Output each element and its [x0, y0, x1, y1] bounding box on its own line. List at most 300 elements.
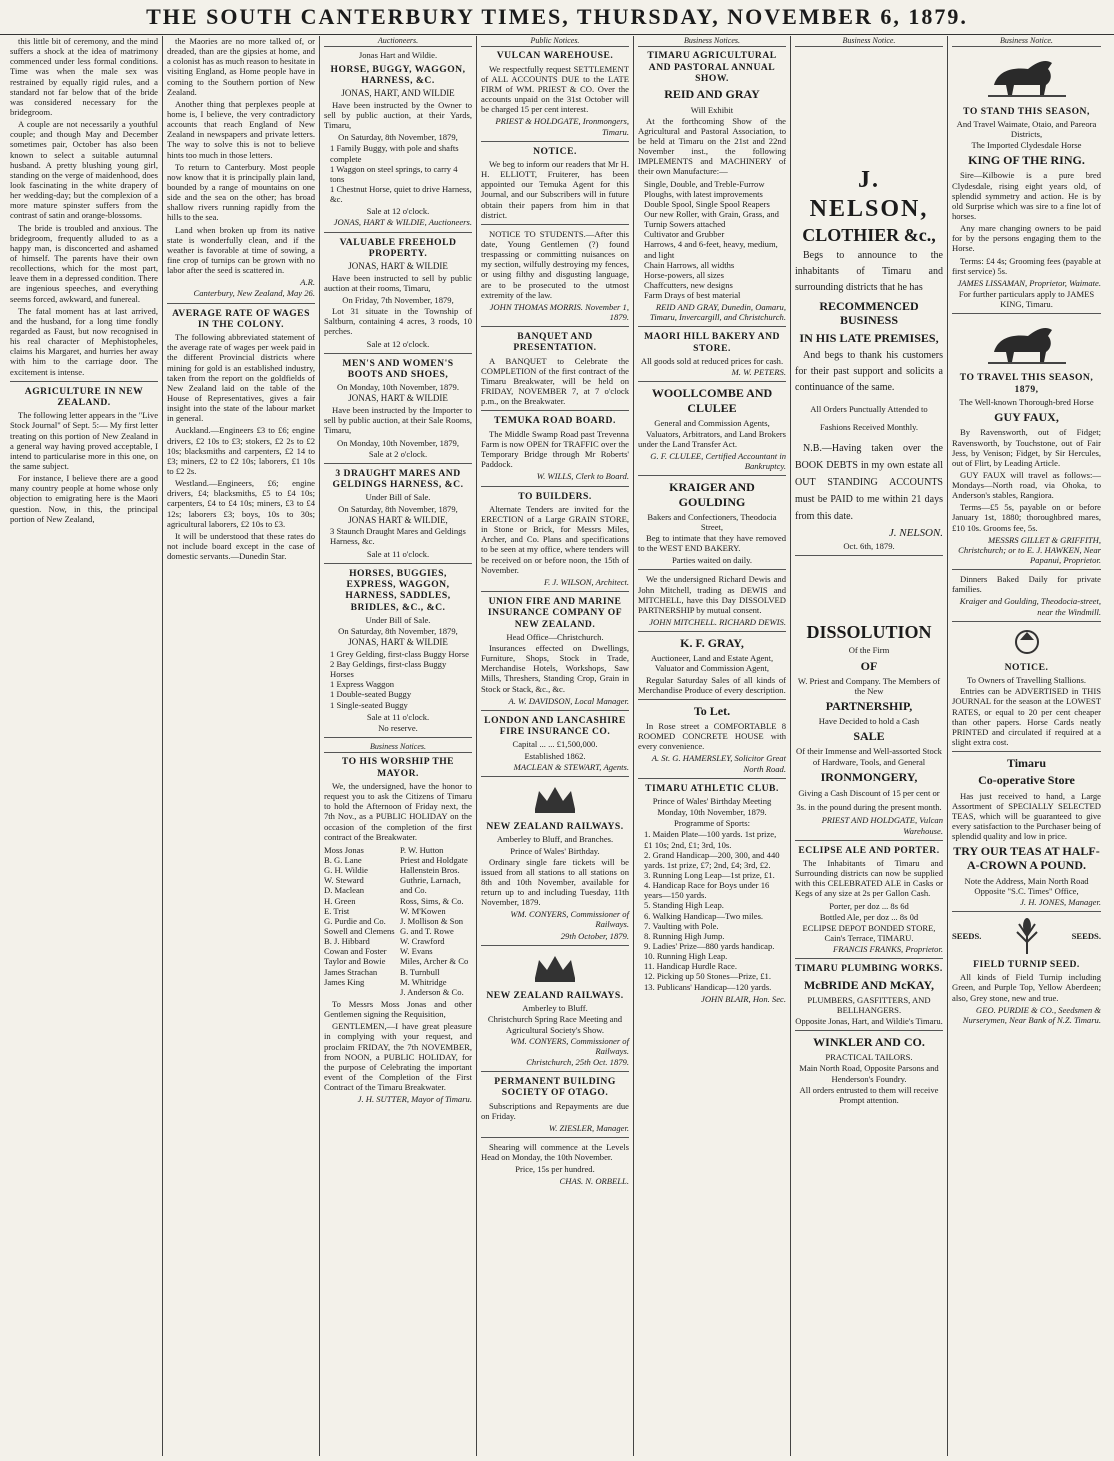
signatory: Sowell and Clemens: [324, 926, 395, 937]
ad-firm-trade: CLOTHIER &c.,: [802, 225, 936, 246]
ad-body: We the undersigned Richard Dewis and John Mitchell, trading as DEWIS and MITCHELL, have this Day DISSOLVED PARTNERSHIP by mutual consent.: [638, 574, 786, 615]
ad-title: MAORI HILL BAKERY AND STORE.: [644, 331, 780, 354]
ad-body: Entries can be ADVERTISED in THIS JOURNAL for the season at the LOWEST RATES, or equal to 20 per cent cheaper than other papers. Horse Cards neatly PRINTED and circulated if required at a slight extra cost.: [952, 686, 1101, 748]
ad-subhead: Head Office—Christchurch.: [506, 631, 604, 642]
divider: [481, 710, 629, 711]
signatory: Moss Jonas: [324, 844, 364, 855]
divider: [795, 555, 943, 556]
ad-capital: Capital ... ... £1,500,000.: [512, 739, 598, 750]
horse-icon: [952, 51, 1101, 101]
signatory: W. Crawford: [400, 936, 445, 947]
divider: [481, 486, 629, 487]
divider: [952, 569, 1101, 570]
ad-body: A BANQUET to Celebrate the COMPLETION of the first contract of the Timaru Breakwater, will be held on FRIDAY, NOVEMBER 7, at 7 o'clock p.m., on the Breakwater.: [481, 355, 629, 407]
royal-crest-icon: [952, 626, 1101, 658]
ad-sale-time: Sale at 12 o'clock.: [366, 338, 430, 349]
ad-sale-time: Sale at 2 o'clock.: [368, 448, 428, 459]
divider: [795, 958, 943, 959]
ad-title: ECLIPSE ALE AND PORTER.: [798, 844, 940, 856]
ad-firm: WINKLER AND CO.: [813, 1035, 925, 1050]
ad-body: GUY FAUX will travel as follows:— Mondays—North road, via Ohoka, to Anderson's stables, Rangiora.: [952, 469, 1101, 501]
ad-item: 6. Walking Handicap—Two miles.: [644, 910, 764, 921]
ad-date: On Friday, 7th November, 1879,: [342, 295, 454, 306]
ad-firm: JONAS, HART & WILDIE: [348, 393, 448, 404]
article-paragraph: The bride is troubled and anxious. The bridegroom, frequently alluded to as a happy man, is disconcerted and ashamed of himself. The parents have their own recollections, which for the most part, leave them in a depressed condition. There are ingenious speeches, and everything seems forced, awkward, and funereal.: [10, 222, 158, 304]
ad-signature: PRIEST & HOLDGATE, Ironmongers, Timaru.: [495, 116, 629, 137]
ad-subhead: To Owners of Travelling Stallions.: [967, 675, 1086, 686]
ad-title: Co-operative Store: [978, 773, 1075, 788]
ad-item: 1 Grey Gelding, first-class Buggy Horse: [330, 648, 469, 659]
ad-date: On Saturday, 8th November, 1879,: [338, 503, 458, 514]
ad-item: 3 Staunch Draught Mares and Geldings: [330, 526, 466, 537]
ad-title: TO TRAVEL THIS SEASON, 1879,: [959, 372, 1094, 395]
divider: [952, 621, 1101, 622]
ad-price: Bottled Ale, per doz ... 8s 0d: [819, 911, 919, 922]
ad-body: All kinds of Field Turnip including Green, and Purple Top, Yellow Aberdeen; also, Grey stone, new and true.: [952, 972, 1101, 1003]
article-dateline: Canterbury, New Zealand, May 26.: [193, 288, 315, 299]
ad-body: Have Decided to hold a Cash: [818, 716, 920, 727]
ad-firm: JONAS, HART, AND WILDIE: [341, 88, 455, 99]
signatory: B. G. Lane: [324, 855, 362, 866]
divider: [481, 776, 629, 777]
page-columns: [6, 36, 1108, 1456]
ad-item: 10. Running High Leap.: [644, 951, 728, 962]
ad-signature: J. H. JONES, Manager.: [1020, 896, 1101, 907]
ad-item: Chaffcutters, new designs: [644, 279, 733, 290]
ad-note: Parties waited on daily.: [671, 555, 753, 566]
divider: [481, 1137, 629, 1138]
horse-icon: [952, 318, 1101, 368]
ad-body: Have been instructed to sell by public auction at their rooms, Timaru,: [324, 272, 472, 293]
signatory-column: [324, 845, 396, 997]
article-paragraph: The following letter appears in the "Live Stock Journal" of Sept. 5:— My first letter treating on this portion of New Zealand in a general way having proved acceptable, I intend to particularise more in this one, on the same subject.: [10, 410, 159, 471]
ad-item: 13. Publicans' Handicap—120 yards.: [644, 981, 772, 992]
ad-subhead: Bakers and Confectioners, Theodocia Street,: [647, 511, 777, 532]
ad-signature: WM. CONYERS, Commissioner of Railways.: [510, 909, 629, 930]
article-paragraph: To return to Canterbury. Most people now know that it is principally plain land, bounded by a range of mountains on one side and the sea on the other; has broad shallow rivers running rapidly from the hills to the sea.: [167, 161, 315, 223]
ad-item: 4. Handicap Race for Boys under 16 years—150 yards.: [644, 880, 770, 901]
signatory-list: [324, 844, 472, 999]
ad-body: We beg to inform our readers that Mr H. H. ELLIOTT, Fruiterer, has been appointed our Temuka Agent for this Journal, and our Subscribers will in future obtain their papers from him in that district.: [481, 159, 629, 220]
ad-item: 12. Picking up 50 Stones—Prize, £1.: [644, 971, 771, 982]
signatory: Priest and Holdgate: [400, 855, 468, 866]
signatory: J. Anderson & Co.: [400, 986, 464, 997]
ad-title: HORSE, BUGGY, WAGGON, HARNESS, &C.: [330, 63, 466, 86]
seeds-label: SEEDS.: [952, 930, 982, 941]
divider: [638, 699, 786, 700]
ad-title: TO STAND THIS SEASON,: [963, 105, 1090, 117]
ad-signature: JOHN THOMAS MORRIS. November 1, 1879.: [489, 301, 629, 323]
ad-subhead: And Travel Waimate, Otaio, and Pareora Districts,: [956, 118, 1097, 140]
ad-title: LONDON AND LANCASHIRE FIRE INSURANCE CO.: [484, 714, 626, 738]
ad-body: Beg to intimate that they have removed to the WEST END BAKERY.: [638, 533, 786, 554]
column-7: [948, 36, 1105, 1456]
ad-title: TO BUILDERS.: [518, 490, 592, 502]
divider: [481, 224, 629, 225]
ad-body: Have been instructed by the Owner to sell by public auction, at their Yards, Timaru,: [324, 99, 472, 131]
ad-body: And begs to thank his customers for their past support and solicits a continuance of the same.: [795, 349, 943, 393]
ad-firm: McBRIDE AND McKAY,: [803, 977, 935, 992]
column-6: [791, 36, 948, 1456]
ad-item: Horse-powers, all sizes: [644, 269, 724, 280]
ad-terms: Terms: £4 4s; Grooming fees (payable at first service) 5s.: [952, 255, 1101, 276]
ad-item-list: [330, 649, 472, 710]
ad-event: Christchurch Spring Race Meeting and Agricultural Society's Show.: [487, 1014, 623, 1035]
divider: [324, 737, 472, 738]
ad-body: Sire—Kilbowie is a pure bred Clydesdale, rising eight years old, of splendid symmetry and action. He is by old Surprise which was sire to a fine lot of horses.: [952, 170, 1101, 222]
divider: [167, 303, 315, 304]
ad-body: To Messrs Moss Jonas and other Gentlemen signing the Requisition,: [324, 999, 472, 1020]
ad-title: BANQUET AND PRESENTATION.: [513, 331, 597, 354]
ad-signature: WM. CONYERS, Commissioner of Railways.: [510, 1035, 629, 1056]
divider: [481, 591, 629, 592]
signatory: W. M'Kowen: [400, 905, 446, 916]
divider: [324, 353, 472, 354]
seeds-banner: [952, 916, 1101, 956]
ad-title: MEN'S AND WOMEN'S BOOTS AND SHOES,: [342, 357, 454, 381]
ad-subhead: Amberley to Bluff, and Branches.: [496, 834, 614, 845]
signatory: Miles, Archer & Co: [400, 956, 469, 967]
ad-note: No reserve.: [378, 722, 418, 733]
ad-subhead: Under Bill of Sale.: [365, 614, 431, 625]
ad-subhead: Will Exhibit: [690, 104, 734, 115]
article-signature: A.R.: [300, 277, 315, 288]
ad-note: All orders entrusted to them will receive Prompt attention.: [799, 1084, 939, 1105]
section-header: Business Notices.: [324, 742, 472, 753]
ad-signature: GEO. PURDIE & CO., Seedsmen & Nurserymen, Near Bank of N.Z. Timaru.: [962, 1004, 1101, 1025]
ad-item: Chain Harrows, all widths: [644, 259, 735, 270]
divider: [324, 463, 472, 464]
column-header: Auctioneers.: [324, 36, 472, 47]
ad-emphasis: RECOMMENCED BUSINESS: [819, 299, 919, 328]
signatory: Cowan and Foster: [324, 946, 387, 957]
ad-date: On Saturday, 8th November, 1879,: [338, 132, 458, 143]
ad-item: 8. Running High Jump.: [644, 930, 725, 941]
ad-body: By Ravensworth, out of Fidget; Ravensworth, by Touchstone, out of Fair Jess, by Venison; Fidget, by Sir Hercules, out of Flirt, by Leading Article.: [952, 427, 1101, 468]
ad-note: Fashions Received Monthly.: [819, 421, 919, 432]
column-1: [6, 36, 163, 1456]
ad-item: 1 Chestnut Horse, quiet to drive Harness, &c.: [330, 183, 472, 205]
ad-programme-label: Programme of Sports:: [674, 818, 750, 829]
ad-signature: JONAS, HART & WILDIE, Auctioneers.: [333, 217, 472, 228]
ad-title: NOTICE.: [1004, 661, 1049, 673]
divider: [638, 569, 786, 570]
ad-terms: Terms—£5 5s, payable on or before January 1st, 1880; thoroughbred mares, £10 10s. Grooms fee, 5s.: [952, 502, 1101, 533]
ad-item: Farm Drays of best material: [644, 290, 741, 301]
ad-body: Ordinary single fare tickets will be issued from all stations to all stations on 8th and 10th November, available for return up to and including Tuesday, 11th November, 1879.: [481, 856, 629, 908]
ad-signature: FRANCIS FRANKS, Proprietor.: [833, 944, 943, 955]
signatory: D. Maclean: [324, 885, 365, 896]
ad-signature: MACLEAN & STEWART, Agents.: [513, 761, 629, 772]
ad-body: Have been instructed by the Importer to sell by public auction, at their Sale Rooms, Timaru,: [324, 405, 472, 436]
ad-date: Oct. 6th, 1879.: [843, 541, 895, 552]
signatory: Ross, Sims, & Co.: [400, 895, 464, 906]
article-paragraph: the Maories are no more talked of, or dreaded, than are the gipsies at home, and a colonist has as much reason to hesitate in visiting England, as Home people have in coming to the Southern portion of New Zealand.: [167, 36, 315, 97]
ad-subhead: OF: [860, 658, 878, 673]
ad-item-list: [644, 829, 786, 991]
ad-subhead: General and Commission Agents,: [654, 417, 770, 428]
ad-body: NOTICE TO STUDENTS.—After this date, Young Gentlemen (?) found trespassing or committing nuisances on my section, wilfully destroying my fences, or using filthy and disgusting language, are to be prosecuted to the utmost extremity of the law.: [481, 228, 629, 300]
ad-date: Christchurch, 25th Oct. 1879.: [526, 1056, 629, 1067]
ad-body: Has just received to hand, a Large Assortment of SPECIALLY SELECTED TEAS, which will be guaranteed to give every satisfaction to the Purchaser being of splendid quality and low in price.: [952, 790, 1101, 842]
ad-item-list: [330, 143, 472, 204]
ad-item: Cultivator and Grubber: [644, 229, 725, 240]
signatory: W. Evans: [400, 946, 433, 957]
ad-body: W. Priest and Company. The Members of the New: [797, 675, 941, 696]
ad-address: Main North Road, Opposite Parsons and Henderson's Foundry.: [799, 1063, 939, 1084]
ad-firm: JONAS, HART & WILDIE: [348, 637, 448, 648]
signatory-column: [400, 845, 472, 997]
ad-signature: G. F. CLULEE, Certified Accountant in Bankruptcy.: [650, 451, 786, 472]
ad-item: 1. Maiden Plate—100 yards. 1st prize, £1 10s; 2nd, £1; 3rd, 10s.: [644, 829, 777, 850]
article-paragraph: Westland.—Engineers, £6; engine drivers, £4; blacksmiths, £5 to £4 10s; carpenters, £4 to £4 10s; miners, £3 to £4 12s; laborers £3; boys, 10s to 30s; agricultural laborers, £2 10s to £3.: [167, 478, 315, 529]
column-3: [320, 36, 477, 1456]
ad-item: 1 Family Buggy, with pole and shafts complete: [330, 143, 459, 164]
ad-address: ECLIPSE DEPOT BONDED STORE, Cain's Terrace, TIMARU.: [802, 922, 936, 943]
ad-title: UNION FIRE AND MARINE INSURANCE COMPANY OF NEW ZEALAND.: [487, 595, 623, 630]
ad-horse-name: GUY FAUX,: [994, 410, 1059, 425]
divider: [952, 911, 1101, 912]
ad-body: At the forthcoming Show of the Agricultural and Pastoral Association, to be held at Timaru on the 21st and 22nd November inst., the following IMPLEMENTS and MACHINERY of their own Manufacture:—: [638, 115, 786, 177]
ad-title: VULCAN WAREHOUSE.: [496, 50, 614, 62]
column-header: Business Notice.: [952, 36, 1101, 47]
seeds-label: SEEDS.: [1071, 930, 1101, 941]
ad-subhead: PLUMBERS, GASFITTERS, AND BELLHANGERS.: [807, 994, 931, 1015]
ad-body: Of their Immense and Well-assorted Stock of Hardware, Tools, and General: [796, 746, 942, 767]
ad-contact: For further particulars apply to JAMES KING, Timaru.: [958, 289, 1095, 310]
ad-item-list: [330, 526, 472, 546]
ad-body: Begs to announce to the inhabitants of Timaru and surrounding districts that he has: [795, 250, 943, 294]
crown-emblem-icon: [481, 950, 629, 986]
divider: [795, 840, 943, 841]
ad-subhead: Auctioneer, Land and Estate Agent, Valuator and Commission Agent,: [650, 653, 774, 674]
ad-body: Valuators, Arbitrators, and Land Brokers under the Land Transfer Act.: [638, 428, 786, 449]
ad-signature: MESSRS GILLET & GRIFFITH, Christchurch; or to E. J. HAWKEN, Near Papanui, Proprietor.: [958, 534, 1101, 566]
signatory: B. Turnbull: [400, 966, 440, 977]
signatory: James Strachan: [324, 966, 378, 977]
ad-body: Dinners Baked Daily for private families.: [952, 574, 1101, 595]
article-paragraph: The following abbreviated statement of the average rate of wages per week paid in the different Provincial districts where mining for gold is an established industry, taken from the report on the goldfields of New Zealand laid on the table of the House of Representatives, gives a fair insight into the state of the labour market in general.: [167, 332, 315, 424]
ad-item: 9. Ladies' Prize—880 yards handicap.: [644, 940, 775, 951]
masthead: THE SOUTH CANTERBURY TIMES, THURSDAY, NOVEMBER 6, 1879.: [0, 0, 1114, 35]
ad-item: 7. Vaulting with Pole.: [644, 920, 719, 931]
divider: [324, 232, 472, 233]
ad-signature: JOHN BLAIR, Hon. Sec.: [701, 993, 786, 1004]
divider: [481, 410, 629, 411]
ad-body: Any mare changing owners to be paid for by the persons engaging them to the Horse.: [952, 223, 1101, 254]
wheat-sheaf-icon: [1007, 916, 1047, 956]
article-paragraph: It will be understood that these rates do not include board except in the case of domestic servants.—Dunedin Star.: [167, 530, 315, 562]
ad-signature: REID AND GRAY, Dunedin, Oamaru, Timaru, Invercargill, and Christchurch.: [649, 302, 786, 323]
ad-signature: CHAS. N. ORBELL.: [559, 1175, 629, 1186]
divider: [481, 945, 629, 946]
signatory: P. W. Hutton: [400, 844, 444, 855]
ad-firm: JONAS HART & WILDIE,: [348, 514, 448, 525]
ad-emphasis: PARTNERSHIP,: [825, 698, 913, 713]
divider: [638, 631, 786, 632]
ad-subhead: Under Bill of Sale.: [365, 492, 431, 503]
ad-subhead: Of the Firm: [848, 645, 890, 656]
ad-emphasis: IRONMONGERY,: [820, 769, 918, 784]
ad-item: 11. Handicap Hurdle Race.: [644, 961, 737, 972]
article-heading: AGRICULTURE IN NEW ZEALAND.: [24, 385, 144, 408]
ad-body: N.B.—Having taken over the BOOK DEBTS in my own estate all OUT STANDING ACCOUNTS must be PAID to me within 21 days from this date.: [795, 443, 943, 523]
divider: [638, 778, 786, 779]
divider: [638, 326, 786, 327]
column-header: Business Notice.: [795, 36, 943, 47]
ad-item: 2 Bay Geldings, first-class Buggy Horses: [330, 659, 447, 680]
ad-spacer: [795, 560, 943, 620]
ad-title: DISSOLUTION: [806, 622, 932, 643]
ad-body: We, the undersigned, have the honor to request you to ask the Citizens of Timaru to hold the Afternoon of Friday next, the 7th Nov., as a PUBLIC HOLIDAY on the occasion of the completion of the first contract of the Breakwater.: [324, 781, 472, 842]
ad-subhead: Amberley to Bluff.: [522, 1003, 588, 1014]
divider: [481, 141, 629, 142]
ad-date: On Saturday, 8th November, 1879,: [338, 626, 458, 637]
divider: [638, 381, 786, 382]
ad-emphasis: SALE: [853, 729, 885, 744]
ad-body: We respectfully request SETTLEMENT of ALL ACCOUNTS DUE to the LATE FIRM of WM. PRIEST & CO. Over the accounts unpaid on the 31st October will be charged 15 per cent interest.: [481, 63, 629, 115]
ad-sale-time: Sale at 11 o'clock.: [366, 548, 430, 559]
ad-title: TEMUKA ROAD BOARD.: [494, 415, 616, 427]
ad-body: The Middle Swamp Road past Trevenna Farm is now OPEN for TRAFFIC over the Temporary Bridge through Mr Roberts' Paddock.: [481, 428, 629, 470]
ad-body: GENTLEMEN,—I have great pleasure in complying with your request, and proclaim FRIDAY, the 7th NOVEMBER, from NOON, a PUBLIC HOLIDAY, for the purpose of Celebrating the important event of the Completion of the First Contract of the Timaru Breakwater.: [324, 1021, 472, 1093]
ad-body: Regular Saturday Sales of all kinds of Merchandise Produce of every description.: [638, 674, 786, 695]
column-5: [634, 36, 791, 1456]
column-header: Business Notices.: [638, 36, 786, 47]
signatory: G. and T. Rowe: [400, 926, 454, 937]
article-paragraph: The fatal moment has at last arrived, and the husband, for a long time fondly regarded as Faust, but now recognised in his real character of Mephistopheles, claims his Margaret, and hurries her away with him to the carriage door. The excitement is intense.: [10, 305, 158, 377]
ad-title: TIMARU AGRICULTURAL AND PASTORAL ANNUAL SHOW.: [647, 50, 777, 85]
divider: [952, 751, 1101, 752]
ad-emphasis: TRY OUR TEAS AT HALF-A-CROWN A POUND.: [953, 844, 1100, 873]
signatory: G. Purdie and Co.: [324, 915, 386, 926]
divider: [10, 381, 158, 382]
ad-sale-time: Sale at 12 o'clock.: [366, 206, 430, 217]
ad-title: TIMARU ATHLETIC CLUB.: [645, 782, 779, 794]
ad-item: Double Spool, Single Spool Reapers: [644, 198, 770, 209]
ad-signature: Kraiger and Goulding, Theodocia-street, near the Windmill.: [959, 596, 1101, 617]
ad-signature: A. St. G. HAMERSLEY, Solicitor Great North Road.: [651, 753, 786, 774]
ad-title: TIMARU PLUMBING WORKS.: [795, 963, 943, 975]
ad-sale-time: Sale at 11 o'clock.: [366, 711, 430, 722]
ad-title: FIELD TURNIP SEED.: [973, 958, 1080, 970]
ad-subhead: Jonas Hart and Wildie.: [358, 50, 438, 61]
signatory: Taylor and Bowie: [324, 956, 386, 967]
ad-body: Subscriptions and Repayments are due on Friday.: [481, 1100, 629, 1121]
ad-note: All Orders Punctually Attended to: [810, 403, 928, 414]
article-paragraph: Land when broken up from its native state is wonderfully clean, and if the weather is favorable at time of sowing, a fine crop of turnips can be grown with no labor after the seed is scattered in.: [167, 224, 315, 276]
divider: [952, 313, 1101, 314]
ad-horse-name: KING OF THE RING.: [968, 153, 1085, 168]
ad-date: On Monday, 10th November, 1879.: [336, 382, 460, 393]
article-paragraph: For instance, I believe there are a good many country people at home whose only objection to emigrating here is the Maori question. Now, in this, the principal portion of New Zealand,: [10, 473, 158, 524]
ad-item: 3. Running Long Leap—1st prize, £1.: [644, 870, 775, 880]
ad-firm: KRAIGER AND GOULDING: [669, 480, 755, 509]
signatory: James King: [324, 976, 365, 987]
signatory: M. Whitridge: [400, 976, 447, 987]
ad-item: 1 Waggon on steel springs, to carry 4 tons: [330, 163, 458, 184]
signatory: H. Green: [324, 895, 356, 906]
ad-title: 3 DRAUGHT MARES AND GELDINGS HARNESS, &C.: [332, 467, 464, 491]
ad-date: 29th October, 1879.: [560, 930, 629, 941]
ad-item: Our new Roller, with Grain, Grass, and Turnip Sowers attached: [644, 208, 779, 230]
crown-emblem-icon: [481, 781, 629, 817]
column-4: [477, 36, 634, 1456]
ad-price: Porter, per doz ... 8s 6d: [829, 900, 909, 911]
ad-title: NOTICE.: [533, 145, 577, 157]
ad-title: PERMANENT BUILDING SOCIETY OF OTAGO.: [494, 1076, 616, 1099]
divider: [795, 1030, 943, 1031]
signatory: B. J. Hibbard: [324, 936, 370, 947]
article-heading: AVERAGE RATE OF WAGES IN THE COLONY.: [172, 307, 310, 330]
ad-date: On Monday, 10th November, 1879,: [336, 437, 460, 448]
ad-item: 5. Standing High Leap.: [644, 900, 724, 911]
ad-established: Established 1862.: [524, 750, 586, 761]
divider: [481, 1071, 629, 1072]
ad-event: Prince of Wales' Birthday.: [510, 845, 600, 856]
ad-body: Insurances effected on Dwellings, Furniture, Shops, Stock in Trade, Merchandise Hotels, Workshops, Saw Mills, Threshers, Standing Crop, Grain in Stock or Stack, &c., &c.: [481, 643, 629, 694]
ad-title: VALUABLE FREEHOLD PROPERTY.: [339, 236, 457, 259]
ad-item: 1 Express Waggon: [330, 679, 395, 690]
column-header: Public Notices.: [481, 36, 629, 47]
divider: [324, 563, 472, 564]
ad-item: Harness, &c.: [330, 536, 375, 547]
ad-signature: J. H. SUTTER, Mayor of Timaru.: [357, 1094, 472, 1105]
ad-item: 2. Grand Handicap—200, 300, and 440 yards. 1st prize, £7; 2nd, £4; 3rd, £2.: [644, 849, 780, 870]
article-paragraph: Auckland.—Engineers £3 to £6; engine drivers, £2 10s to £3; stokers, £2 2s to £2 10s; blacksmiths and carpenters, £2 14 to £3; miners, £2 to £2 10s; laborers, £1 10s to £2 2s.: [167, 425, 315, 476]
ad-subhead: The Well-known Thorough-bred Horse: [959, 397, 1094, 408]
ad-title: NEW ZEALAND RAILWAYS.: [486, 821, 624, 833]
ad-item-list: [644, 179, 786, 301]
signatory: J. Mollison & Son: [400, 915, 464, 926]
ad-item: Single, Double, and Treble-Furrow Ploughs, with latest improvements: [644, 178, 765, 199]
ad-signature: M. W. PETERS.: [731, 367, 786, 378]
ad-firm: WOOLLCOMBE AND CLULEE: [651, 386, 773, 415]
signatory: Hallenstein Bros.: [400, 865, 460, 876]
ad-price: Price, 15s per hundred.: [515, 1164, 595, 1175]
ad-firm: J. NELSON,: [809, 167, 929, 222]
divider: [638, 475, 786, 476]
ad-spacer: [795, 50, 943, 160]
column-2: [163, 36, 320, 1456]
ad-signature: PRIEST AND HOLDGATE, Vulcan Warehouse.: [821, 815, 943, 836]
article-paragraph: Another thing that perplexes people at home is, I believe, the very contradictory accounts that reach England of New Zealand in newspapers and private letters. The way to solve this is not to believe hints too much in those letters.: [167, 98, 315, 160]
signatory: E. Trist: [324, 905, 350, 916]
ad-body: In Rose street a COMFORTABLE 8 ROOMED CONCRETE HOUSE with every convenience.: [638, 721, 786, 752]
ad-body: Shearing will commence at the Levels Head on Monday, the 10th November.: [481, 1142, 629, 1163]
ad-emphasis: IN HIS LATE PREMISES,: [799, 330, 939, 345]
ad-body: Lot 31 situate in the Township of Saltburn, containing 4 acres, 3 roods, 10 perches.: [324, 306, 472, 337]
ad-body: The Inhabitants of Timaru and Surrounding districts can now be supplied with this CELEBRATED ALE in Casks or Kegs of any size at 2s per Gallon Cash.: [795, 857, 943, 899]
ad-subhead: Prince of Wales' Birthday Meeting: [652, 796, 772, 807]
ad-item: Harrows, 4 and 6-feet, heavy, medium, and light: [644, 239, 778, 260]
ad-signature: JAMES LISSAMAN, Proprietor, Waimate.: [957, 277, 1101, 288]
ad-signature: A. W. DAVIDSON, Local Manager.: [508, 695, 629, 706]
ad-title: NEW ZEALAND RAILWAYS.: [486, 989, 624, 1001]
ad-item: 1 Single-seated Buggy: [330, 699, 408, 710]
ad-firm: JONAS, HART & WILDIE: [348, 261, 448, 272]
ad-subhead: PRACTICAL TAILORS.: [825, 1052, 913, 1063]
ad-firm: REID AND GRAY: [664, 87, 760, 102]
signatory: W. Steward: [324, 875, 364, 886]
ad-signature: JOHN MITCHELL. RICHARD DEWIS.: [649, 616, 786, 627]
ad-signature: W. WILLS, Clerk to Board.: [536, 471, 629, 482]
ad-address: Note the Address, Main North Road Opposite "S.C. Times" Office,: [964, 875, 1089, 896]
ad-signature: J. NELSON.: [888, 527, 943, 540]
ad-item: 1 Double-seated Buggy: [330, 689, 412, 700]
ad-title: TO HIS WORSHIP THE MAYOR.: [341, 756, 455, 779]
ad-signature: F. J. WILSON, Architect.: [543, 576, 629, 587]
